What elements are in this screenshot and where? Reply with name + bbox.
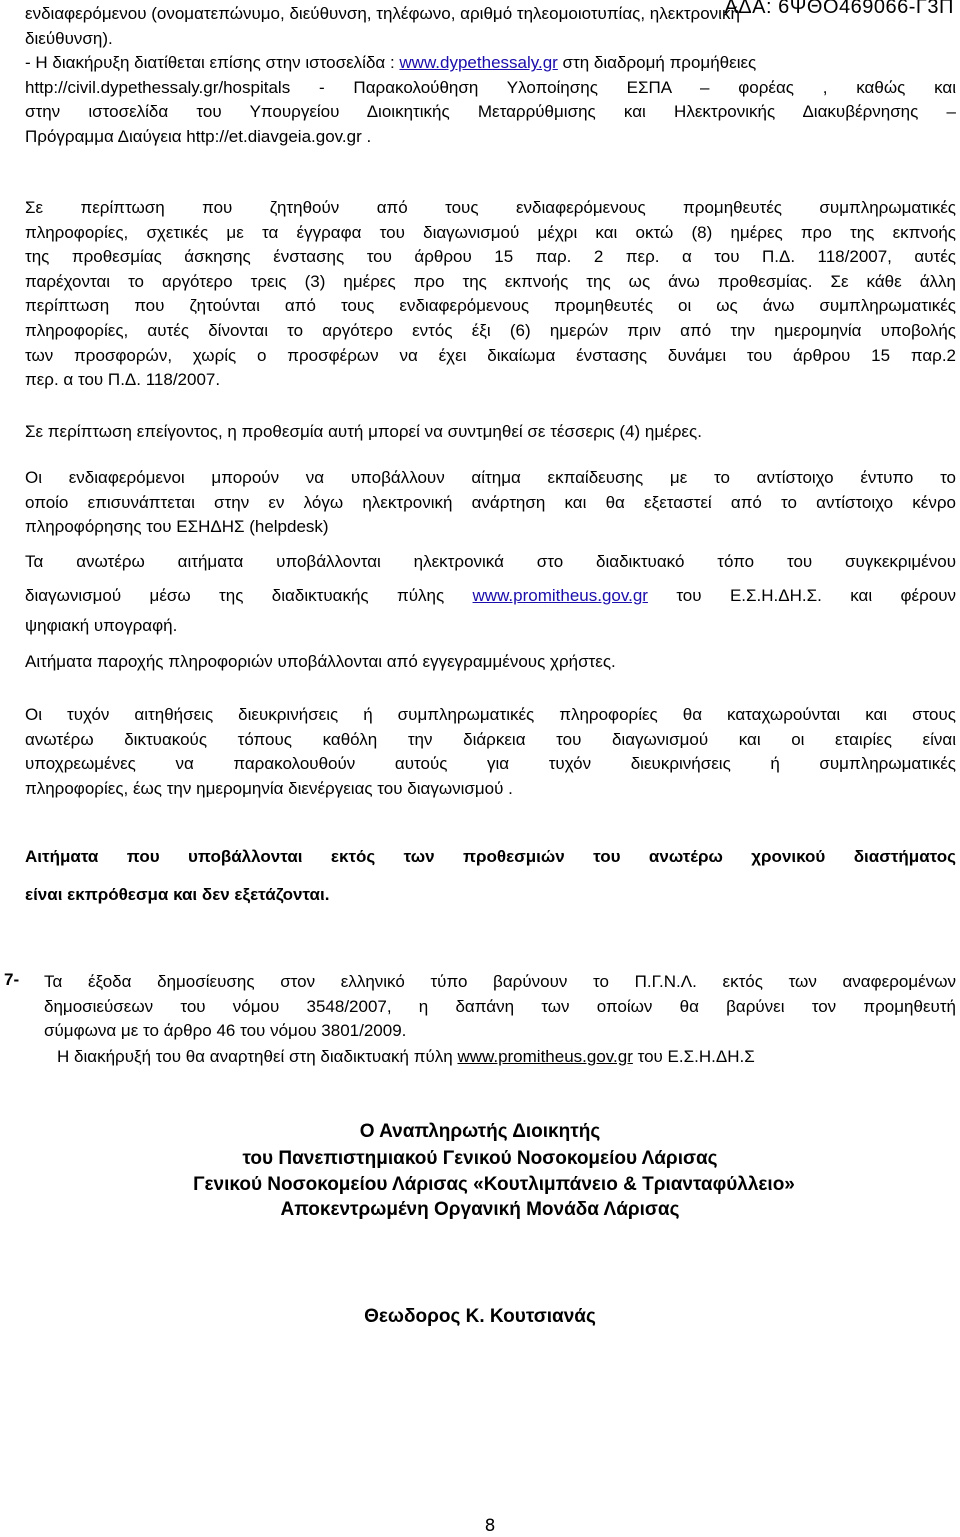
promitheus-link[interactable]: www.promitheus.gov.gr <box>457 1047 633 1066</box>
electronic-submission-paragraph <box>25 550 956 639</box>
urgent-paragraph <box>25 420 956 445</box>
paragraph-line: Οι ενδιαφερόμενοι μπορούν να υποβάλλουν αίτημα εκπαίδευσης με το αντίστοιχο έντυπο το <box>25 468 956 487</box>
paragraph-line: παρέχονται το αργότερο τρεις (3) ημέρες προ της εκπνοής της ως άνω προθεσμίας. Σε κάθε άλλη <box>25 271 956 291</box>
promitheus-link[interactable]: www.promitheus.gov.gr <box>472 585 648 605</box>
paragraph-line: υποχρεωμένες να παρακολουθούν αυτούς για τυχόν διευκρινήσεις ή συμπληρωματικές <box>25 754 956 774</box>
intro-paragraph <box>25 2 956 150</box>
paragraph-line: ψηφιακή υπογραφή. <box>25 616 178 636</box>
paragraph-line: Αιτήματα παροχής πληροφοριών υποβάλλονται από εγγεγραμμένους χρήστες. <box>25 652 616 671</box>
clarifications-paragraph <box>25 703 956 801</box>
item-number: 7- <box>4 970 20 989</box>
signatory-title: Ο Αναπληρωτής Διοικητής <box>359 1121 601 1142</box>
dypethessaly-link[interactable]: www.dypethessaly.gr <box>399 53 558 73</box>
paragraph-line: οποίο επισυνάπτεται στην εν λόγω ηλεκτρονική ανάρτηση και θα εξεταστεί από το αντίστοιχο κένρο <box>25 492 956 512</box>
training-paragraph <box>25 466 956 540</box>
late-requests-paragraph <box>25 840 956 912</box>
paragraph-line <box>57 1045 947 1070</box>
paragraph-line: Τα ανωτέρω αιτήματα υποβάλλονται ηλεκτρονικά στο διαδικτυακό τόπο του συγκεκριμένου <box>25 552 956 571</box>
paragraph-line: περ. α του Π.Δ. 118/2007. <box>25 370 221 390</box>
paragraph-line: της προθεσμίας άσκησης ένστασης του άρθρου 15 παρ. 2 περ. α του Π.Δ. 118/2007, αυτές <box>25 247 956 267</box>
intro-text: - Η διακήρυξη διατίθεται επίσης στην ιστοσελίδα : <box>25 53 400 73</box>
paragraph-line: πληροφορίες, σχετικές με τα έγγραφα του διαγωνισμού μέχρι και οκτώ (8) ημέρες προ της εκπνοής <box>25 222 956 242</box>
paragraph-line: Σε περίπτωση επείγοντος, η προθεσμία αυτή μπορεί να συντμηθεί σε τέσσερις (4) ημέρες. <box>25 422 702 441</box>
signatory-unit: Αποκεντρωμένη Οργανική Μονάδα Λάρισας <box>280 1199 680 1220</box>
signatory-hospital: του Πανεπιστημιακού Γενικού Νοσοκομείου Λάρισας <box>242 1148 718 1169</box>
intro-line: διεύθυνση). <box>25 28 113 48</box>
supplementary-info-paragraph <box>25 196 956 393</box>
page-number: 8 <box>484 1516 496 1536</box>
paragraph-line: πληροφορίες, έως την ημερομηνία διενέργειας του διαγωνισμού . <box>25 778 513 798</box>
paragraph-line: δημοσιεύσεων του νόμου 3548/2007, η δαπάνη των οποίων θα βαρύνει τον προμηθευτή <box>44 996 956 1016</box>
paragraph-text: του Ε.Σ.Η.ΔΗ.Σ. και φέρουν <box>647 585 956 605</box>
paragraph-line: είναι εκπρόθεσμα και δεν εξετάζονται. <box>25 885 330 904</box>
signatory-hospital-full: Γενικού Νοσοκομείου Λάρισας «Κουτλιμπάνειο & Τριανταφύλλειο» <box>193 1174 795 1195</box>
item7-announcement <box>57 1045 947 1070</box>
paragraph-line <box>25 584 956 609</box>
intro-line: http://civil.dypethessaly.gr/hospitals - Παρακολούθηση Υλοποίησης ΕΣΠΑ – φορέας , καθώς και <box>25 77 956 97</box>
paragraph-line: περίπτωση που ζητούνται από τους ενδιαφερόμενους προμηθευτές οι ως άνω συμπληρωματικές <box>25 296 956 316</box>
paragraph-text: του Ε.Σ.Η.ΔΗ.Σ <box>632 1047 755 1066</box>
item7-paragraph <box>44 970 956 1044</box>
intro-line: Πρόγραμμα Διαύγεια http://et.diavgeia.gov.gr . <box>25 126 372 146</box>
signatory-name: Θεωδορος Κ. Κουτσιανάς <box>364 1306 596 1327</box>
paragraph-line: Τα έξοδα δημοσίευσης στον ελληνικό τύπο βαρύνουν το Π.Γ.Ν.Λ. εκτός των αναφερομένων <box>44 972 956 991</box>
paragraph-line: πληροφόρησης του ΕΣΗΔΗΣ (helpdesk) <box>25 517 329 537</box>
paragraph-line: Οι τυχόν αιτηθήσεις διευκρινήσεις ή συμπληρωματικές πληροφορίες θα καταχωρούνται και στους <box>25 705 956 724</box>
paragraph-text: Η διακήρυξή του θα αναρτηθεί στη διαδικτυακή πύλη <box>57 1047 458 1066</box>
intro-line: στην ιστοσελίδα του Υπουργείου Διοικητικής Μεταρρύθμισης και Ηλεκτρονικής Διακυβέρνησης – <box>25 102 956 122</box>
ada-code: ΑΔΑ: 6ΨΘΟ469066-Γ3Π <box>724 0 954 18</box>
paragraph-line: πληροφορίες, αυτές δίνονται το αργότερο εντός έξι (6) ημερών πριν από την ημερομηνία υποβολής <box>25 320 956 340</box>
paragraph-line: ανωτέρω δικτυακούς τόπους καθόλη την διάρκεια του διαγωνισμού και οι εταιρίες είναι <box>25 729 956 749</box>
paragraph-line: σύμφωνα με το άρθρο 46 του νόμου 3801/2009. <box>44 1021 407 1041</box>
paragraph-text: διαγωνισμού μέσω της διαδικτυακής πύλης <box>25 585 473 605</box>
registered-users-paragraph <box>25 650 956 675</box>
intro-text: στη διαδρομή προμήθειες <box>557 53 757 73</box>
paragraph-line: Σε περίπτωση που ζητηθούν από τους ενδιαφερόμενους προμηθευτές συμπληρωματικές <box>25 198 956 217</box>
intro-line: ενδιαφερόμενου (ονοματεπώνυμο, διεύθυνση, τηλέφωνο, αριθμό τηλεομοιοτυπίας, ηλεκτρονική <box>25 4 740 23</box>
paragraph-line: των προσφορών, χωρίς ο προσφέρων να έχει δικαίωμα ένστασης δυνάμει του άρθρου 15 παρ.2 <box>25 345 956 365</box>
paragraph-line: Αιτήματα που υποβάλλονται εκτός των προθεσμιών του ανωτέρω χρονικού διαστήματος <box>25 847 956 866</box>
intro-line <box>25 51 956 76</box>
